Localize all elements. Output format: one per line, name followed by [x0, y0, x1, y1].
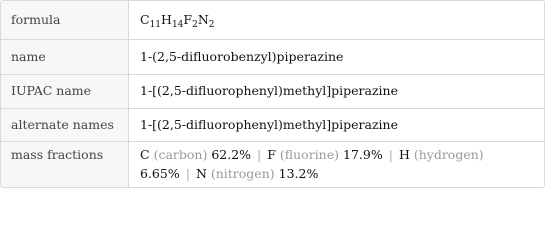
- fraction-hydrogen-part1: H (hydrogen): [398, 147, 484, 162]
- name-value: 1-(2,5-difluorobenzyl)piperazine: [140, 49, 344, 64]
- formula-element-f: $F_2$: [183, 12, 198, 30]
- mass-fractions-row: [1, 141, 544, 188]
- formula-value: [140, 12, 215, 30]
- formula-row: [1, 1, 544, 39]
- label-cell: [1, 40, 129, 74]
- alternate-names-label: alternate names: [11, 117, 114, 132]
- iupac-name-label: IUPAC name: [11, 83, 92, 98]
- mass-fractions-line-2: [140, 166, 318, 181]
- iupac-name-value: 1-[(2,5-difluorophenyl)methyl]piperazine: [140, 83, 399, 98]
- fraction-separator: |: [388, 147, 393, 162]
- mass-fractions-line-1: [140, 147, 484, 162]
- fraction-fluorine: F (fluorine) 17.9%: [267, 147, 383, 162]
- formula-element-h: $H_{14}$: [161, 12, 184, 30]
- label-cell: [1, 75, 129, 108]
- label-cell: [1, 142, 129, 188]
- label-cell: [1, 109, 129, 141]
- name-row: [1, 39, 544, 74]
- formula-label: formula: [11, 12, 61, 27]
- formula-element-c: $C_{11}$: [140, 12, 162, 30]
- name-label: name: [11, 49, 46, 64]
- formula-element-n: $N_2$: [197, 12, 215, 30]
- fraction-hydrogen-part2: 6.65%: [140, 166, 180, 181]
- fraction-nitrogen: N (nitrogen) 13.2%: [195, 166, 319, 181]
- alternate-names-row: [1, 108, 544, 141]
- fraction-separator: |: [257, 147, 262, 162]
- iupac-name-row: [1, 74, 544, 108]
- fraction-separator: |: [185, 166, 190, 181]
- alternate-names-value: 1-[(2,5-difluorophenyl)methyl]piperazine: [140, 117, 399, 132]
- fraction-carbon: C (carbon) 62.2%: [140, 147, 252, 162]
- mass-fractions-label: mass fractions: [11, 147, 104, 162]
- label-cell: [1, 1, 129, 39]
